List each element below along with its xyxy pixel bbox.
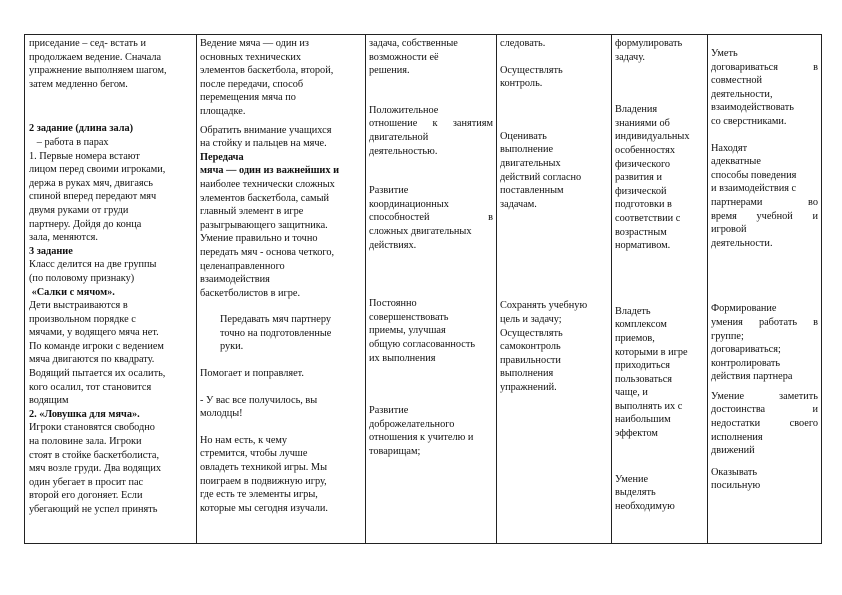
cell-text: и взаимодействия с: [711, 183, 797, 195]
cell-text: на стойку и пальцев на мяче.: [200, 138, 327, 150]
cell-text: основных технических: [200, 51, 301, 63]
cell-text: руки.: [220, 341, 244, 353]
cell-text: контролировать: [711, 357, 781, 369]
cell-text: кого осалил, тот становится: [29, 381, 152, 393]
cell-text: Водящий пытается их осалить,: [29, 368, 166, 380]
cell-text: элементов баскетбола, самый: [200, 192, 330, 204]
cell-text: Класс делится на две группы: [29, 259, 157, 271]
cell-text: игровой: [711, 224, 747, 236]
cell-text: мяча двигаются по квадрату.: [29, 354, 155, 366]
cell-text: стремится, чтобы лучше: [200, 448, 308, 460]
cell-text: выполнять их с: [615, 400, 683, 412]
cell-text: деятельности,: [711, 88, 773, 100]
cell-text: держа в руках мяч, двигаясь: [29, 177, 153, 189]
cell-text: стоят в стойке баскетболиста,: [29, 449, 160, 461]
cell-text: возможности её: [369, 51, 439, 63]
cell-text: Развитие: [369, 405, 409, 417]
cell-text: взаимодействия: [200, 274, 270, 286]
cell-text: Уметь: [711, 48, 738, 59]
cell-text: лицом перед своими игроками,: [29, 164, 166, 176]
lesson-table: [24, 34, 822, 544]
cell-text: второй его догоняет. Если: [29, 490, 143, 502]
cell-text: отношения к учителю и: [369, 432, 474, 444]
cell-text: произвольном порядке с: [29, 313, 136, 325]
cell-text: цель и задачу;: [500, 313, 562, 325]
cell-text: пользоваться: [615, 373, 673, 385]
cell-text: задачам.: [500, 198, 537, 210]
cell-text: Игроки становятся свободно: [29, 422, 155, 434]
cell-text: движений: [711, 445, 755, 457]
cell-text: задачу.: [615, 51, 645, 63]
cell-text: самоконтроль: [500, 341, 561, 353]
cell-text: Умение заметить: [711, 390, 818, 402]
cell-text: координационных: [369, 198, 449, 210]
cell-text: деятельности.: [711, 237, 773, 249]
cell-text: контроль.: [500, 78, 543, 90]
cell-text: перемещения мяча по: [200, 92, 296, 104]
cell-text: доброжелательного: [369, 418, 455, 430]
game-title: 2. «Ловушка для мяча».: [29, 408, 140, 420]
cell-text: Осуществлять: [500, 327, 563, 339]
column-content: [29, 37, 193, 541]
cell-text: Обратить внимание учащихся: [200, 124, 332, 136]
cell-text: Но нам есть, к чему: [200, 434, 288, 446]
cell-text: приемы, улучшая: [369, 325, 446, 337]
cell-text: спиной вперед передают мяч: [29, 191, 157, 203]
cell-text: товарищам;: [369, 445, 421, 457]
cell-text: – работа в парах: [29, 136, 109, 148]
cell-text: убегающий не успел принять: [29, 504, 158, 515]
cell-text: которые мы сегодня изучали.: [200, 502, 328, 514]
cell-text: Оказывать: [711, 466, 758, 478]
cell-text: Формирование: [711, 303, 777, 315]
cell-text: развития и: [615, 172, 662, 184]
cell-text: группе;: [711, 330, 744, 342]
cell-text: элементов баскетбола, второй,: [200, 65, 334, 77]
cell-text: договариваться в: [711, 61, 818, 73]
cell-text: знаниями об: [615, 117, 670, 129]
cell-text: соответствии с: [615, 212, 681, 224]
cell-text: недостатки своего: [711, 418, 818, 430]
cell-text: выполнение: [500, 144, 554, 156]
cell-text: двумя руками от груди: [29, 204, 129, 216]
cell-text: разыгрывающего защитника.: [200, 219, 328, 231]
cell-text: мяч возле груди. Два водящих: [29, 463, 162, 475]
cell-text: главный элемент в игре: [200, 206, 304, 218]
cell-text: (по половому признаку): [29, 272, 135, 284]
cell-text: Умение правильно и точно: [200, 233, 318, 245]
cell-text: формулировать: [615, 38, 683, 49]
column-content: [369, 37, 493, 541]
column-divider: [611, 35, 612, 543]
cell-text: зала, меняются.: [29, 232, 98, 244]
cell-text: приседание – сед- встать и: [29, 38, 146, 49]
cell-text: Ведение мяча — один из: [200, 38, 309, 49]
column-divider: [496, 35, 497, 543]
cell-text: - У вас все получилось, вы: [200, 394, 318, 406]
cell-text: Дети выстраиваются в: [29, 300, 128, 312]
cell-text: Умение: [615, 473, 649, 485]
cell-text: Постоянно: [369, 298, 417, 310]
cell-text: комплексом: [615, 319, 667, 331]
cell-text: их выполнения: [369, 352, 436, 364]
term-bold: Передача: [200, 151, 244, 163]
cell-text: на половине зала. Игроки: [29, 436, 142, 448]
cell-text: приходиться: [615, 360, 671, 372]
column-content: [711, 37, 818, 541]
cell-text: способностей в: [369, 212, 493, 224]
cell-text: посильную: [711, 480, 761, 492]
term-bold: мяча — один из важнейших и: [200, 165, 340, 177]
column-divider: [707, 35, 708, 543]
cell-text: передать мяч - основа четкого,: [200, 246, 335, 258]
cell-text: со сверстниками.: [711, 115, 787, 127]
cell-text: нормативом.: [615, 240, 671, 252]
column-divider: [365, 35, 366, 543]
cell-text: где есть те элементы игры,: [200, 489, 318, 501]
cell-text: баскетболистов в игре.: [200, 287, 301, 299]
task-heading: 3 задание: [29, 245, 73, 257]
cell-text: адекватные: [711, 156, 761, 168]
cell-text: физической: [615, 185, 667, 197]
cell-text: Помогает и поправляет.: [200, 368, 304, 380]
cell-text: поиграем в подвижную игру,: [200, 475, 327, 487]
cell-text: которыми в игре: [615, 346, 688, 358]
cell-text: Передавать мяч партнеру: [220, 314, 332, 326]
cell-text: водящим: [29, 395, 69, 407]
cell-text: целенаправленного: [200, 260, 285, 272]
cell-text: двигательных: [500, 157, 561, 169]
cell-text: площадке.: [200, 105, 246, 117]
cell-text: Сохранять учебную: [500, 300, 588, 312]
column-content: [200, 37, 362, 541]
cell-text: после передачи, способ: [200, 78, 304, 90]
cell-text: партнеру. Дойдя до конца: [29, 218, 142, 230]
cell-text: овладеть техникой игры. Мы: [200, 462, 328, 474]
cell-text: наибольшим: [615, 414, 671, 426]
cell-text: сложных двигательных: [369, 225, 472, 237]
cell-text: возрастным: [615, 226, 667, 238]
cell-text: чаще, и: [615, 387, 648, 399]
cell-text: один убегает в просит пас: [29, 476, 144, 488]
cell-text: точно на подготовленные: [220, 327, 332, 339]
cell-text: двигательной: [369, 131, 429, 143]
cell-text: исполнения: [711, 431, 763, 443]
cell-text: договариваться;: [711, 344, 781, 356]
cell-text: Владеть: [615, 305, 651, 317]
cell-text: По команде игроки с ведением: [29, 340, 164, 352]
cell-text: действия партнера: [711, 371, 793, 383]
cell-text: Находят: [711, 142, 748, 154]
cell-text: решения.: [369, 65, 410, 77]
cell-text: Развитие: [369, 185, 409, 197]
cell-text: эффектом: [615, 428, 658, 440]
cell-text: необходимую: [615, 500, 675, 512]
cell-text: выделять: [615, 487, 656, 499]
cell-text: действий согласно: [500, 171, 582, 183]
cell-text: индивидуальных: [615, 131, 690, 143]
game-title: «Салки с мячом».: [29, 286, 115, 298]
cell-text: физического: [615, 158, 671, 170]
cell-text: затем медленно бегом.: [29, 78, 128, 90]
cell-text: упражнений.: [500, 381, 557, 393]
column-content: [615, 37, 704, 541]
cell-text: взаимодействовать: [711, 102, 794, 114]
cell-text: умения работать в: [711, 316, 818, 328]
column-divider: [196, 35, 197, 543]
cell-text: достоинства и: [711, 404, 818, 416]
cell-text: задача, собственные: [369, 38, 458, 49]
cell-text: наиболее технически сложных: [200, 178, 335, 190]
cell-text: совершенствовать: [369, 311, 449, 323]
cell-text: деятельностью.: [369, 145, 438, 157]
task-heading: 2 задание (длина зала): [29, 123, 134, 135]
cell-text: правильности: [500, 354, 561, 366]
cell-text: способы поведения: [711, 169, 797, 181]
cell-text: Оценивать: [500, 130, 547, 142]
cell-text: время учебной и: [711, 210, 818, 222]
cell-text: совместной: [711, 75, 762, 87]
cell-text: действиях.: [369, 239, 417, 251]
cell-text: особенностях: [615, 144, 676, 156]
cell-text: Владения: [615, 104, 658, 116]
cell-text: упражнение выполняем шагом,: [29, 65, 167, 77]
cell-text: поставленным: [500, 185, 564, 197]
cell-text: отношение к занятиям: [369, 118, 493, 130]
cell-text: общую согласованность: [369, 338, 476, 350]
column-content: [500, 37, 608, 541]
cell-text: подготовки в: [615, 199, 672, 211]
cell-text: партнерами во: [711, 196, 818, 208]
cell-text: молодцы!: [200, 408, 243, 420]
cell-text: следовать.: [500, 38, 546, 49]
cell-text: приемов,: [615, 332, 655, 344]
cell-text: продолжаем ведение. Сначала: [29, 51, 162, 63]
cell-text: выполнения: [500, 368, 554, 380]
cell-text: Осуществлять: [500, 64, 563, 76]
cell-text: мячами, у водящего мяча нет.: [29, 327, 159, 339]
cell-text: 1. Первые номера встают: [29, 150, 140, 162]
cell-text: Положительное: [369, 104, 439, 116]
